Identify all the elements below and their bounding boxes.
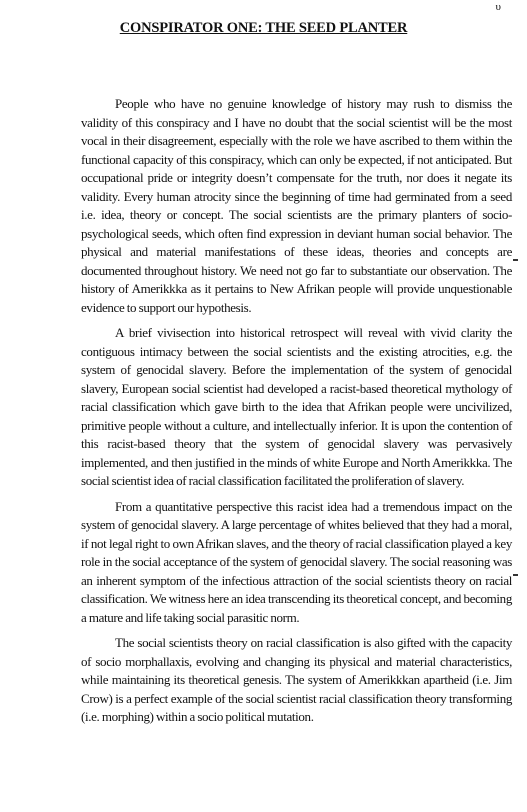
- body-text: [81, 95, 512, 734]
- margin-tick-mark: [513, 574, 518, 576]
- margin-tick-mark: [513, 259, 518, 261]
- chapter-heading: CONSPIRATOR ONE: THE SEED PLANTER: [119, 20, 408, 36]
- paragraph-1: People who have no genuine knowledge of history may rush to dismiss the validity of this conspiracy and I have no doubt that the social scientist will be the most vocal in their disagreement, especially with the role we have ascribed to them within the functional capacity of this conspiracy, which can only be expected, if not anticipated. But occupational pride or integrity doesn’t compensate for the truth, nor does it negate its validity. Every human atrocity since the beginning of time had germinated from a seed i.e. idea, theory or concept. The social scientists are the primary planters of socio-psychological seeds, which often find expression in deviant human social behavior. The physical and material manifestations of these ideas, theories and concepts are documented throughout history. We need not go far to substantiate our observation. The history of Amerikkka as it pertains to New Afrikan people will provide unquestionable evidence to support our hypothesis.: [81, 96, 512, 315]
- corner-mark: υ: [495, 1, 501, 13]
- paragraph-3: From a quantitative perspective this racist idea had a tremendous impact on the system of genocidal slavery. A large percentage of whites believed that they had a moral, if not legal right to own Afrikan slaves, and the theory of racial classification played a key role in the social acceptance of the system of genocidal slavery. The social reasoning was an inherent symptom of the infectious attraction of the social scientists theory on racial classification. We witness here an idea transcending its theoretical concept, and becoming a mature and life taking social parasitic norm.: [81, 498, 512, 625]
- paragraph-4: The social scientists theory on racial classification is also gifted with the capacity of socio morphallaxis, evolving and changing its physical and material characteristics, while maintaining its theoretical genesis. The system of Amerikkkan apartheid (i.e. Jim Crow) is a perfect example of the social scientist racial classification theory transforming (i.e. morphing) within a socio political mutation.: [81, 635, 512, 724]
- paragraph-2: A brief vivisection into historical retrospect will reveal with vivid clarity the contiguous intimacy between the social scientists and the existing atrocities, e.g. the system of genocidal slavery. Before the implementation of the system of genocidal slavery, European social scientist had developed a racist-based theoretical mythology of racial classification which gave birth to the idea that Afrikan people were uncivilized, primitive people without a culture, and intellectually inferior. It is upon the contention of this racist-based theory that the system of genocidal slavery was pervasively implemented, and then justified in the minds of white Europe and North Amerikkka. The social scientist idea of racial classification facilitated the proliferation of slavery.: [81, 325, 512, 488]
